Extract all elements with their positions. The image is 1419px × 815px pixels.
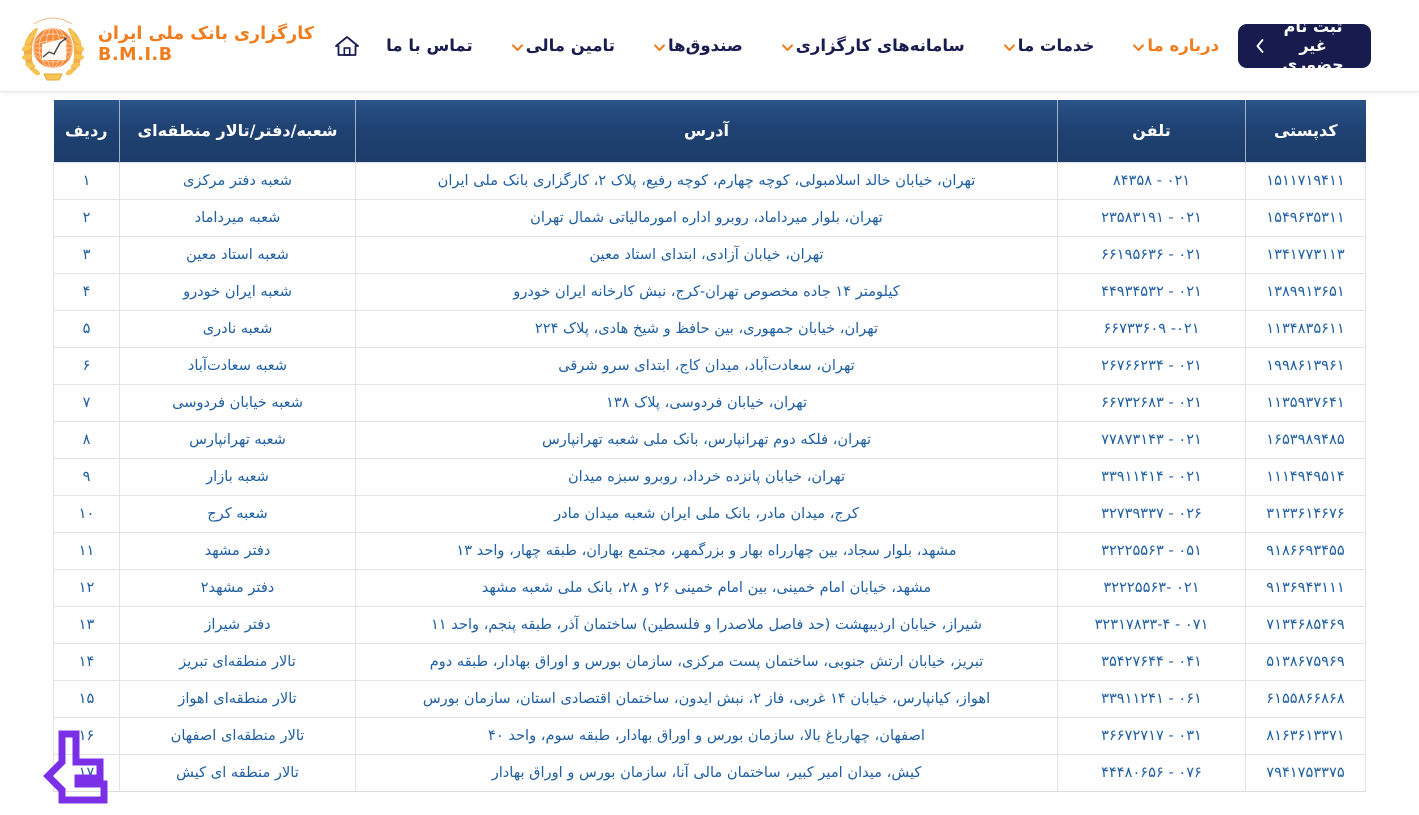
menu-item-funds[interactable]	[634, 0, 762, 92]
table-row[interactable]	[54, 754, 1366, 791]
cell-postal-code: ۱۳۸۹۹۱۳۶۵۱	[1246, 273, 1366, 310]
cell-postal-code: ۹۱۸۶۶۹۳۴۵۵	[1246, 532, 1366, 569]
table-row[interactable]	[54, 680, 1366, 717]
cell-telephone: ۰۶۱ - ۳۳۹۱۱۲۴۱	[1058, 680, 1246, 717]
cell-row-number: ۱۶	[54, 717, 120, 754]
main-menu	[367, 0, 1238, 92]
cell-branch-name: شعبه ایران خودرو	[120, 273, 356, 310]
brand-name-fa: کارگزاری بانک ملی ایران	[98, 24, 314, 44]
column-header-telephone[interactable]: تلفن	[1058, 100, 1246, 162]
cell-address: مشهد، خیابان امام خمینی، بین امام خمینی ۲۶ و ۲۸، بانک ملی شعبه مشهد	[356, 569, 1058, 606]
globe-laurel-logo-icon	[14, 8, 92, 84]
chevron-down-icon	[653, 41, 666, 54]
cell-postal-code: ۱۶۵۳۹۸۹۴۸۵	[1246, 421, 1366, 458]
table-row[interactable]	[54, 384, 1366, 421]
cell-address: تهران، خیابان فردوسی، پلاک ۱۳۸	[356, 384, 1058, 421]
brand-text	[98, 24, 314, 67]
cell-address: تهران، خیابان پانزده خرداد، روبرو سبزه میدان	[356, 458, 1058, 495]
cell-branch-name: دفتر شیراز	[120, 606, 356, 643]
cell-row-number: ۱۲	[54, 569, 120, 606]
cell-branch-name: شعبه استاد معین	[120, 236, 356, 273]
branches-table-container	[0, 92, 1419, 792]
cell-address: کیلومتر ۱۴ جاده مخصوص تهران-کرج، نبش کارخانه ایران خودرو	[356, 273, 1058, 310]
cell-address: تهران، خیابان جمهوری، بین حافظ و شیخ هادی، پلاک ۲۲۴	[356, 310, 1058, 347]
cell-telephone: ۰۲۱ - ۴۴۹۳۴۵۳۲	[1058, 273, 1246, 310]
cell-branch-name: تالار منطقه‌ای تبریز	[120, 643, 356, 680]
home-icon[interactable]	[332, 24, 361, 68]
chevron-down-icon	[781, 41, 794, 54]
cell-address: تهران، خیابان آزادی، ابتدای استاد معین	[356, 236, 1058, 273]
online-registration-button[interactable]	[1238, 17, 1371, 74]
table-row[interactable]	[54, 532, 1366, 569]
table-row[interactable]	[54, 162, 1366, 199]
cell-telephone: ۰۲۱ - ۲۶۷۶۶۲۳۴	[1058, 347, 1246, 384]
cta-label: ثبت نام غیر حضوری	[1282, 17, 1344, 74]
cell-row-number: ۱۱	[54, 532, 120, 569]
cell-postal-code: ۱۵۱۱۷۱۹۴۱۱	[1246, 162, 1366, 199]
menu-item-about-us[interactable]	[1113, 0, 1238, 92]
brand-name-en: B.M.I.B	[98, 45, 173, 65]
table-row[interactable]	[54, 458, 1366, 495]
cell-telephone: ۰۲۱ -۳۲۲۲۵۵۶۳	[1058, 569, 1246, 606]
cell-postal-code: ۸۱۶۳۶۱۳۳۷۱	[1246, 717, 1366, 754]
cell-row-number: ۱۷	[54, 754, 120, 791]
cell-postal-code: ۹۱۳۶۹۴۳۱۱۱	[1246, 569, 1366, 606]
table-row[interactable]	[54, 347, 1366, 384]
menu-item-contact-us[interactable]	[367, 0, 492, 92]
cell-row-number: ۸	[54, 421, 120, 458]
cell-branch-name: شعبه سعادت‌آباد	[120, 347, 356, 384]
cell-branch-name: شعبه خیابان فردوسی	[120, 384, 356, 421]
cell-postal-code: ۱۹۹۸۶۱۳۹۶۱	[1246, 347, 1366, 384]
cell-postal-code: ۵۱۳۸۶۷۵۹۶۹	[1246, 643, 1366, 680]
table-row[interactable]	[54, 643, 1366, 680]
table-row[interactable]	[54, 717, 1366, 754]
menu-item-label: صندوق‌ها	[667, 36, 743, 55]
cell-telephone: ۰۲۱ - ۶۶۱۹۵۶۳۶	[1058, 236, 1246, 273]
cell-row-number: ۱	[54, 162, 120, 199]
table-row[interactable]	[54, 199, 1366, 236]
cell-row-number: ۶	[54, 347, 120, 384]
table-header-row	[54, 100, 1366, 162]
chevron-down-icon	[1132, 41, 1145, 54]
cell-address: کرج، میدان مادر، بانک ملی ایران شعبه میدان مادر	[356, 495, 1058, 532]
cell-branch-name: تالار منطقه‌ای اهواز	[120, 680, 356, 717]
table-row[interactable]	[54, 606, 1366, 643]
menu-item-label: سامانه‌های کارگزاری	[795, 36, 965, 55]
menu-item-label: تامین مالی	[525, 36, 615, 55]
cell-address: کیش، میدان امیر کبیر، ساختمان مالی آنا، سازمان بورس و اوراق بهادار	[356, 754, 1058, 791]
cell-branch-name: تالار منطقه ای کیش	[120, 754, 356, 791]
table-row[interactable]	[54, 273, 1366, 310]
table-body	[54, 162, 1366, 791]
cell-address: تهران، بلوار میرداماد، روبرو اداره امورمالیاتی شمال تهران	[356, 199, 1058, 236]
cell-telephone: ۰۲۱ - ۷۷۸۷۳۱۴۳	[1058, 421, 1246, 458]
cell-branch-name: شعبه نادری	[120, 310, 356, 347]
cell-branch-name: شعبه میرداماد	[120, 199, 356, 236]
cell-branch-name: شعبه دفتر مرکزی	[120, 162, 356, 199]
table-row[interactable]	[54, 569, 1366, 606]
cell-telephone: ۰۲۶ - ۳۲۷۳۹۳۳۷	[1058, 495, 1246, 532]
cell-branch-name: شعبه تهرانپارس	[120, 421, 356, 458]
cell-postal-code: ۱۱۱۴۹۴۹۵۱۴	[1246, 458, 1366, 495]
cell-branch-name: دفتر مشهد۲	[120, 569, 356, 606]
cell-telephone: ۰۲۱ - ۳۳۹۱۱۴۱۴	[1058, 458, 1246, 495]
column-header-branch-name[interactable]: شعبه/دفتر/تالار منطقه‌ای	[120, 100, 356, 162]
cell-postal-code: ۱۳۴۱۷۷۳۱۱۳	[1246, 236, 1366, 273]
cell-row-number: ۱۰	[54, 495, 120, 532]
cell-address: اصفهان، چهارباغ بالا، سازمان بورس و اوراق بهادار، طبقه سوم، واحد ۴۰	[356, 717, 1058, 754]
cell-address: اهواز، کیانپارس، خیابان ۱۴ غربی، فاز ۲، نبش ایدون، ساختمان اقتصادی استان، سازمان بورس	[356, 680, 1058, 717]
cell-row-number: ۱۴	[54, 643, 120, 680]
top-navigation-bar	[0, 0, 1419, 92]
chevron-down-icon	[511, 41, 524, 54]
cell-postal-code: ۷۱۳۴۶۸۵۴۶۹	[1246, 606, 1366, 643]
cell-branch-name: شعبه بازار	[120, 458, 356, 495]
column-header-row-number[interactable]: ردیف	[54, 100, 120, 162]
cell-row-number: ۷	[54, 384, 120, 421]
column-header-address[interactable]: آدرس	[356, 100, 1058, 162]
cell-postal-code: ۱۱۳۵۹۳۷۶۴۱	[1246, 384, 1366, 421]
cell-telephone: ۰۵۱ - ۳۲۲۲۵۵۶۳	[1058, 532, 1246, 569]
cell-row-number: ۳	[54, 236, 120, 273]
cell-postal-code: ۷۹۴۱۷۵۳۳۷۵	[1246, 754, 1366, 791]
cell-branch-name: شعبه کرج	[120, 495, 356, 532]
cell-telephone: ۰۲۱- ۶۶۷۳۳۶۰۹	[1058, 310, 1246, 347]
cell-postal-code: ۱۵۴۹۶۳۵۳۱۱	[1246, 199, 1366, 236]
cell-telephone: ۰۲۱ - ۶۶۷۳۲۶۸۳	[1058, 384, 1246, 421]
cell-telephone: ۰۲۱ - ۸۴۳۵۸	[1058, 162, 1246, 199]
cell-address: شیراز، خیابان اردیبهشت (حد فاصل ملاصدرا و فلسطین) ساختمان آذر، طبقه پنجم، واحد ۱۱	[356, 606, 1058, 643]
cell-address: مشهد، بلوار سجاد، بین چهارراه بهار و بزرگمهر، مجتمع بهاران، طبقه چهار، واحد ۱۳	[356, 532, 1058, 569]
cell-telephone: ۰۷۶ - ۴۴۴۸۰۶۵۶	[1058, 754, 1246, 791]
cell-row-number: ۹	[54, 458, 120, 495]
brand-logo-block[interactable]	[0, 0, 322, 92]
cell-postal-code: ۳۱۳۳۶۱۴۶۷۶	[1246, 495, 1366, 532]
cell-row-number: ۵	[54, 310, 120, 347]
table-row[interactable]	[54, 310, 1366, 347]
cell-telephone: ۰۲۱ - ۲۳۵۸۳۱۹۱	[1058, 199, 1246, 236]
table-row[interactable]	[54, 421, 1366, 458]
cell-telephone: ۰۷۱ - ۳۲۳۱۷۸۳۳-۴	[1058, 606, 1246, 643]
cta-container	[1238, 17, 1419, 74]
branches-table	[53, 100, 1366, 792]
cell-telephone: ۰۳۱ - ۳۶۶۷۲۷۱۷	[1058, 717, 1246, 754]
cell-address: تبریز، خیابان ارتش جنوبی، ساختمان پست مرکزی، سازمان بورس و اوراق بهادار، طبقه دوم	[356, 643, 1058, 680]
menu-item-our-services[interactable]	[984, 0, 1114, 92]
cell-row-number: ۱۳	[54, 606, 120, 643]
cell-postal-code: ۱۱۳۴۸۳۵۶۱۱	[1246, 310, 1366, 347]
menu-item-label: خدمات ما	[1017, 36, 1095, 55]
cell-address: تهران، فلکه دوم تهرانپارس، بانک ملی شعبه تهرانپارس	[356, 421, 1058, 458]
menu-item-label: تماس با ما	[386, 36, 473, 55]
cell-branch-name: تالار منطقه‌ای اصفهان	[120, 717, 356, 754]
cell-row-number: ۲	[54, 199, 120, 236]
menu-item-financing[interactable]	[492, 0, 634, 92]
table-row[interactable]	[54, 495, 1366, 532]
cell-postal-code: ۶۱۵۵۸۶۶۸۶۸	[1246, 680, 1366, 717]
cell-row-number: ۴	[54, 273, 120, 310]
menu-item-brokerage-systems[interactable]	[762, 0, 984, 92]
column-header-postal-code[interactable]: کدپستی	[1246, 100, 1366, 162]
cell-branch-name: دفتر مشهد	[120, 532, 356, 569]
cell-address: تهران، خیابان خالد اسلامبولی، کوچه چهارم، کوچه رفیع، پلاک ۲، کارگزاری بانک ملی ایران	[356, 162, 1058, 199]
menu-item-label: درباره ما	[1147, 36, 1220, 55]
table-head	[54, 100, 1366, 162]
cell-address: تهران، سعادت‌آباد، میدان کاج، ابتدای سرو شرقی	[356, 347, 1058, 384]
cell-telephone: ۰۴۱ - ۳۵۴۲۷۶۴۴	[1058, 643, 1246, 680]
chevron-left-icon	[1254, 38, 1266, 54]
chevron-down-icon	[1003, 41, 1016, 54]
table-row[interactable]	[54, 236, 1366, 273]
cell-row-number: ۱۵	[54, 680, 120, 717]
